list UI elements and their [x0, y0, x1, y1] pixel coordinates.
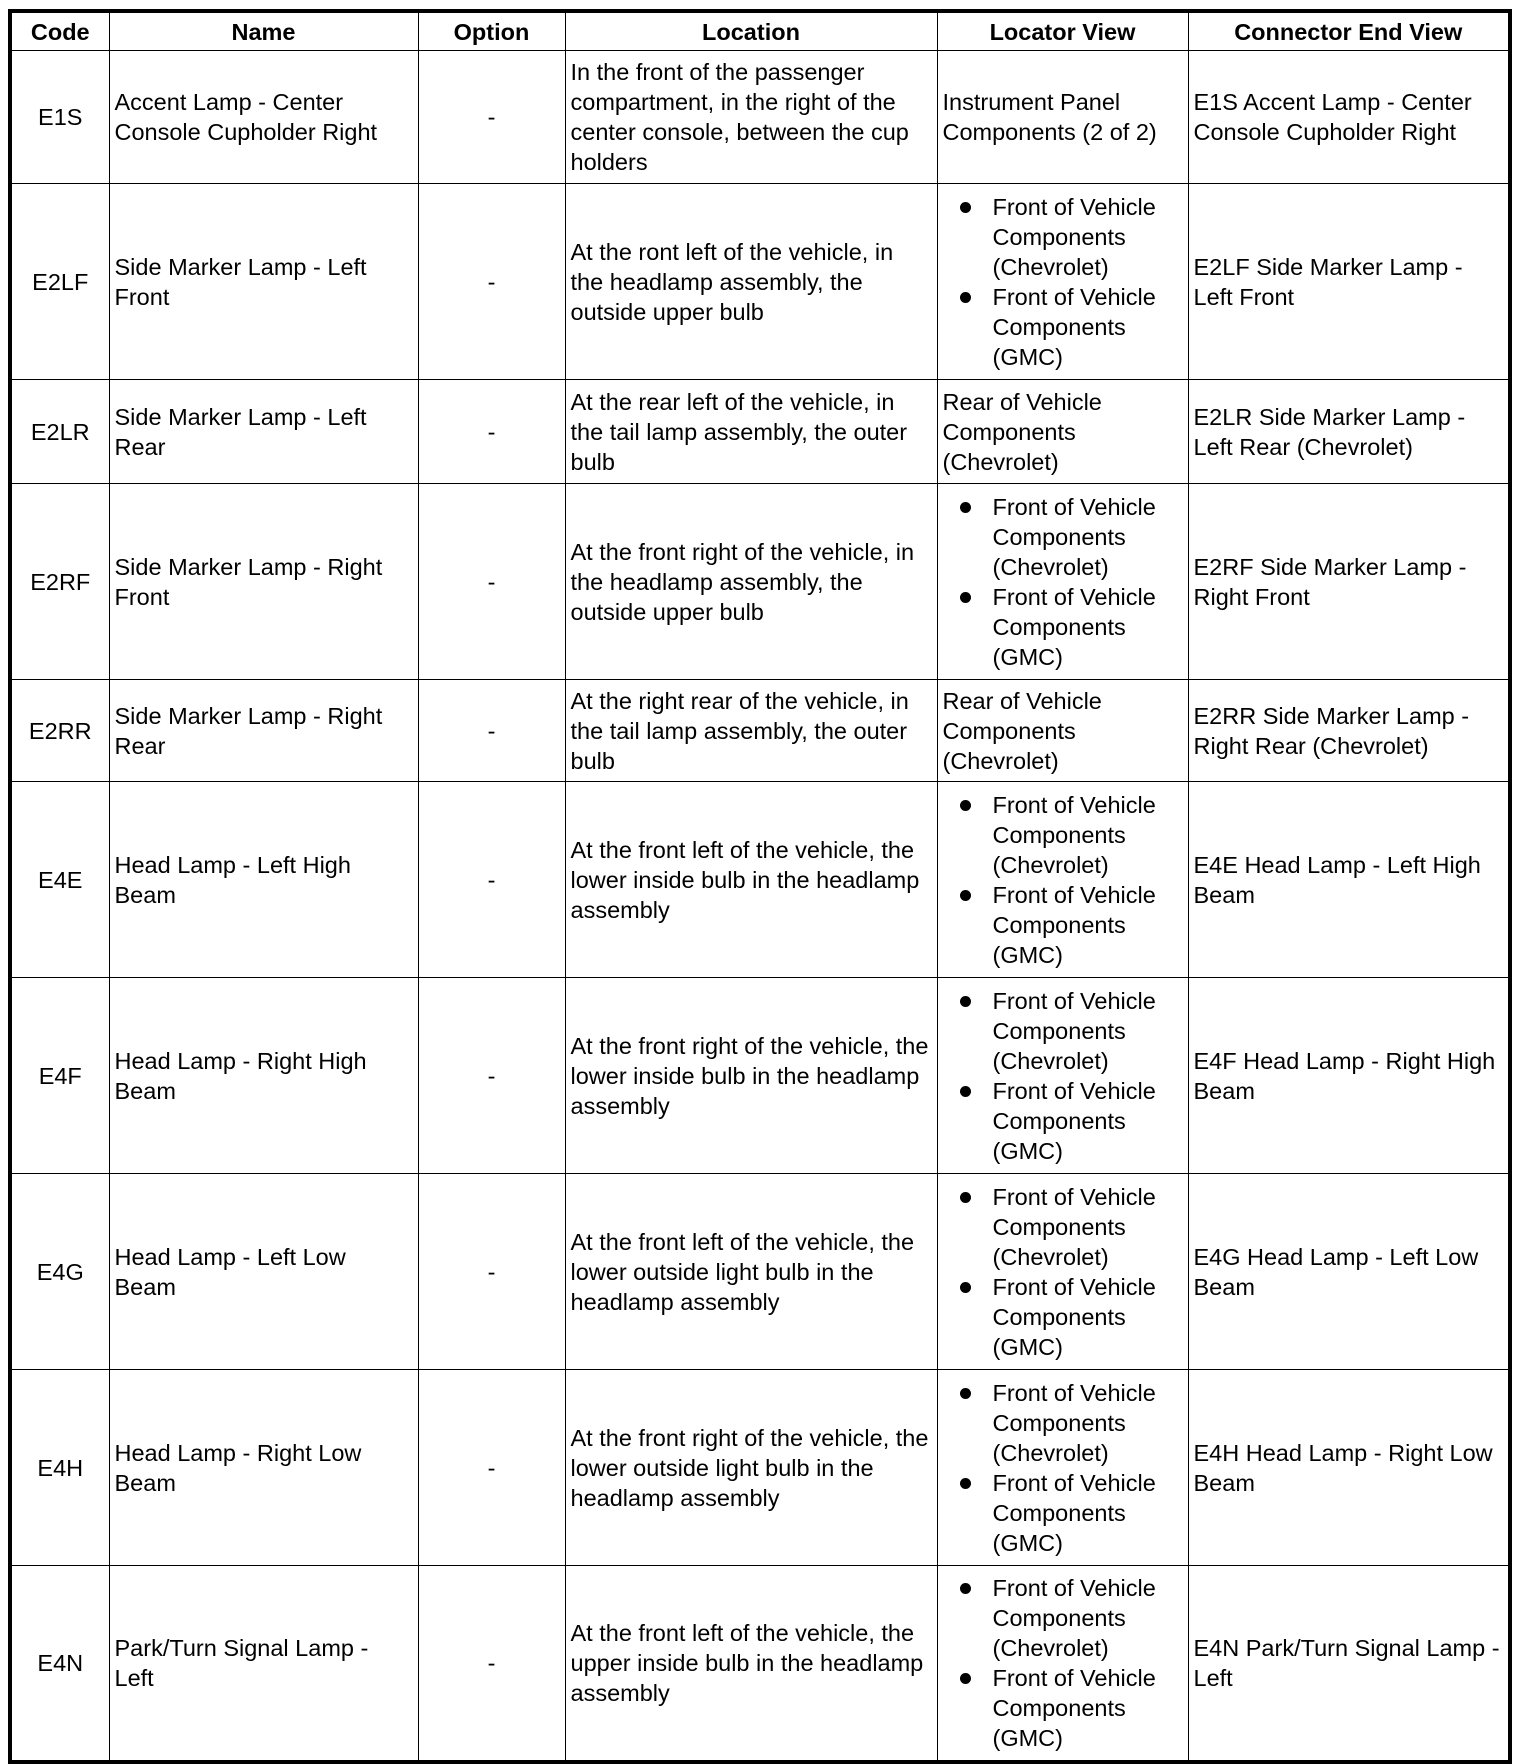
locator-view-cell [937, 680, 1188, 782]
name-cell: Side Marker Lamp - Left Front [109, 184, 418, 380]
locator-text: Front of Vehicle Components (GMC) [992, 1273, 1156, 1360]
locator-list [943, 1378, 1183, 1558]
option-cell: - [418, 380, 565, 484]
header-code: Code [10, 11, 109, 51]
connector-end-view-cell: E4G Head Lamp - Left Low Beam [1188, 1174, 1510, 1370]
code-cell: E4H [10, 1370, 109, 1566]
option-cell: - [418, 484, 565, 680]
table-row [10, 1566, 1510, 1762]
locator-list [943, 492, 1183, 672]
connector-end-view-cell: E4E Head Lamp - Left High Beam [1188, 782, 1510, 978]
name-cell: Side Marker Lamp - Left Rear [109, 380, 418, 484]
locator-link[interactable] [993, 986, 1183, 1076]
locator-link[interactable] [993, 1573, 1183, 1663]
location-cell: At the front right of the vehicle, the lower outside light bulb in the headlamp assembly [565, 1370, 937, 1566]
locator-link[interactable] [993, 492, 1183, 582]
locator-list [943, 790, 1183, 970]
locator-view-cell [937, 1174, 1188, 1370]
header-option: Option [418, 11, 565, 51]
bullet-icon [960, 890, 971, 901]
locator-text: Front of Vehicle Components (GMC) [992, 1469, 1156, 1556]
locator-link[interactable] [993, 582, 1183, 672]
locator-link[interactable] [993, 192, 1183, 282]
bullet-icon [960, 996, 971, 1007]
location-cell: At the front right of the vehicle, the lower inside bulb in the headlamp assembly [565, 978, 937, 1174]
locator-text: Front of Vehicle Components (Chevrolet) [992, 791, 1156, 878]
location-cell: At the front left of the vehicle, the lower outside light bulb in the headlamp assembly [565, 1174, 937, 1370]
locator-text: Front of Vehicle Components (Chevrolet) [992, 1183, 1156, 1270]
locator-text: Front of Vehicle Components (Chevrolet) [992, 1574, 1156, 1661]
locator-link[interactable] [993, 790, 1183, 880]
locator-list [943, 192, 1183, 372]
connector-table [8, 9, 1512, 1764]
name-cell: Side Marker Lamp - Right Rear [109, 680, 418, 782]
header-row [10, 11, 1510, 51]
table-row [10, 184, 1510, 380]
locator-text: Front of Vehicle Components (GMC) [992, 1664, 1156, 1751]
option-cell: - [418, 184, 565, 380]
bullet-icon [960, 1192, 971, 1203]
locator-text: Front of Vehicle Components (GMC) [992, 283, 1156, 370]
bullet-icon [960, 1086, 971, 1097]
connector-end-view-cell: E2RR Side Marker Lamp - Right Rear (Chevrolet) [1188, 680, 1510, 782]
locator-view-cell [937, 380, 1188, 484]
connector-end-view-cell: E4H Head Lamp - Right Low Beam [1188, 1370, 1510, 1566]
header-locator-view: Locator View [937, 11, 1188, 51]
code-cell: E4F [10, 978, 109, 1174]
table-row [10, 1370, 1510, 1566]
locator-text: Front of Vehicle Components (Chevrolet) [992, 193, 1156, 280]
name-cell: Side Marker Lamp - Right Front [109, 484, 418, 680]
locator-link[interactable] [993, 1272, 1183, 1362]
connector-end-view-cell: E4F Head Lamp - Right High Beam [1188, 978, 1510, 1174]
name-cell: Head Lamp - Right High Beam [109, 978, 418, 1174]
bullet-icon [960, 1282, 971, 1293]
connector-end-view-cell: E1S Accent Lamp - Center Console Cupholder Right [1188, 51, 1510, 184]
locator-link[interactable]: Rear of Vehicle Components (Chevrolet) [942, 687, 1102, 774]
locator-view-cell [937, 51, 1188, 184]
name-cell: Park/Turn Signal Lamp - Left [109, 1566, 418, 1762]
location-cell: At the rear left of the vehicle, in the tail lamp assembly, the outer bulb [565, 380, 937, 484]
locator-text: Front of Vehicle Components (GMC) [992, 583, 1156, 670]
connector-end-view-cell: E2LF Side Marker Lamp - Left Front [1188, 184, 1510, 380]
option-cell: - [418, 978, 565, 1174]
code-cell: E4G [10, 1174, 109, 1370]
connector-end-view-cell: E2RF Side Marker Lamp - Right Front [1188, 484, 1510, 680]
locator-text: Front of Vehicle Components (Chevrolet) [992, 987, 1156, 1074]
location-cell: At the front right of the vehicle, in the headlamp assembly, the outside upper bulb [565, 484, 937, 680]
locator-link[interactable] [993, 1663, 1183, 1753]
option-cell: - [418, 1566, 565, 1762]
option-cell: - [418, 1370, 565, 1566]
header-name: Name [109, 11, 418, 51]
code-cell: E4N [10, 1566, 109, 1762]
bullet-icon [960, 1673, 971, 1684]
bullet-icon [960, 1583, 971, 1594]
table-row [10, 680, 1510, 782]
bullet-icon [960, 202, 971, 213]
locator-view-cell [937, 782, 1188, 978]
locator-text: Front of Vehicle Components (GMC) [992, 881, 1156, 968]
name-cell: Head Lamp - Right Low Beam [109, 1370, 418, 1566]
locator-text: Front of Vehicle Components (GMC) [992, 1077, 1156, 1164]
locator-link[interactable] [993, 282, 1183, 372]
table-row [10, 1174, 1510, 1370]
bullet-icon [960, 502, 971, 513]
table-row [10, 51, 1510, 184]
locator-link[interactable]: Instrument Panel Components (2 of 2) [942, 89, 1157, 145]
connector-end-view-cell: E2LR Side Marker Lamp - Left Rear (Chevrolet) [1188, 380, 1510, 484]
code-cell: E1S [10, 51, 109, 184]
header-location: Location [565, 11, 937, 51]
locator-text: Front of Vehicle Components (Chevrolet) [992, 1379, 1156, 1466]
table-row [10, 782, 1510, 978]
connector-end-view-cell: E4N Park/Turn Signal Lamp - Left [1188, 1566, 1510, 1762]
location-cell: At the front left of the vehicle, the lower inside bulb in the headlamp assembly [565, 782, 937, 978]
locator-view-cell [937, 184, 1188, 380]
bullet-icon [960, 1478, 971, 1489]
locator-text: Front of Vehicle Components (Chevrolet) [992, 493, 1156, 580]
location-cell: At the ront left of the vehicle, in the headlamp assembly, the outside upper bulb [565, 184, 937, 380]
table-row [10, 978, 1510, 1174]
name-cell: Head Lamp - Left Low Beam [109, 1174, 418, 1370]
locator-view-cell [937, 1370, 1188, 1566]
location-cell: In the front of the passenger compartment, in the right of the center console, between the cup holders [565, 51, 937, 184]
name-cell: Head Lamp - Left High Beam [109, 782, 418, 978]
locator-link[interactable] [993, 1076, 1183, 1166]
code-cell: E4E [10, 782, 109, 978]
code-cell: E2LF [10, 184, 109, 380]
bullet-icon [960, 1388, 971, 1399]
option-cell: - [418, 1174, 565, 1370]
bullet-icon [960, 800, 971, 811]
code-cell: E2LR [10, 380, 109, 484]
locator-list [943, 1182, 1183, 1362]
locator-list [943, 1573, 1183, 1753]
bullet-icon [960, 592, 971, 603]
locator-view-cell [937, 484, 1188, 680]
location-cell: At the right rear of the vehicle, in the tail lamp assembly, the outer bulb [565, 680, 937, 782]
locator-view-cell [937, 1566, 1188, 1762]
locator-list [943, 986, 1183, 1166]
option-cell: - [418, 51, 565, 184]
table-row [10, 380, 1510, 484]
code-cell: E2RR [10, 680, 109, 782]
bullet-icon [960, 292, 971, 303]
name-cell: Accent Lamp - Center Console Cupholder Right [109, 51, 418, 184]
option-cell: - [418, 782, 565, 978]
locator-view-cell [937, 978, 1188, 1174]
locator-link[interactable] [993, 1378, 1183, 1468]
option-cell: - [418, 680, 565, 782]
locator-link[interactable] [993, 1468, 1183, 1558]
locator-link[interactable]: Rear of Vehicle Components (Chevrolet) [942, 388, 1102, 475]
locator-link[interactable] [993, 880, 1183, 970]
location-cell: At the front left of the vehicle, the upper inside bulb in the headlamp assembly [565, 1566, 937, 1762]
locator-link[interactable] [993, 1182, 1183, 1272]
header-connector-end-view: Connector End View [1188, 11, 1510, 51]
table-row [10, 484, 1510, 680]
code-cell: E2RF [10, 484, 109, 680]
